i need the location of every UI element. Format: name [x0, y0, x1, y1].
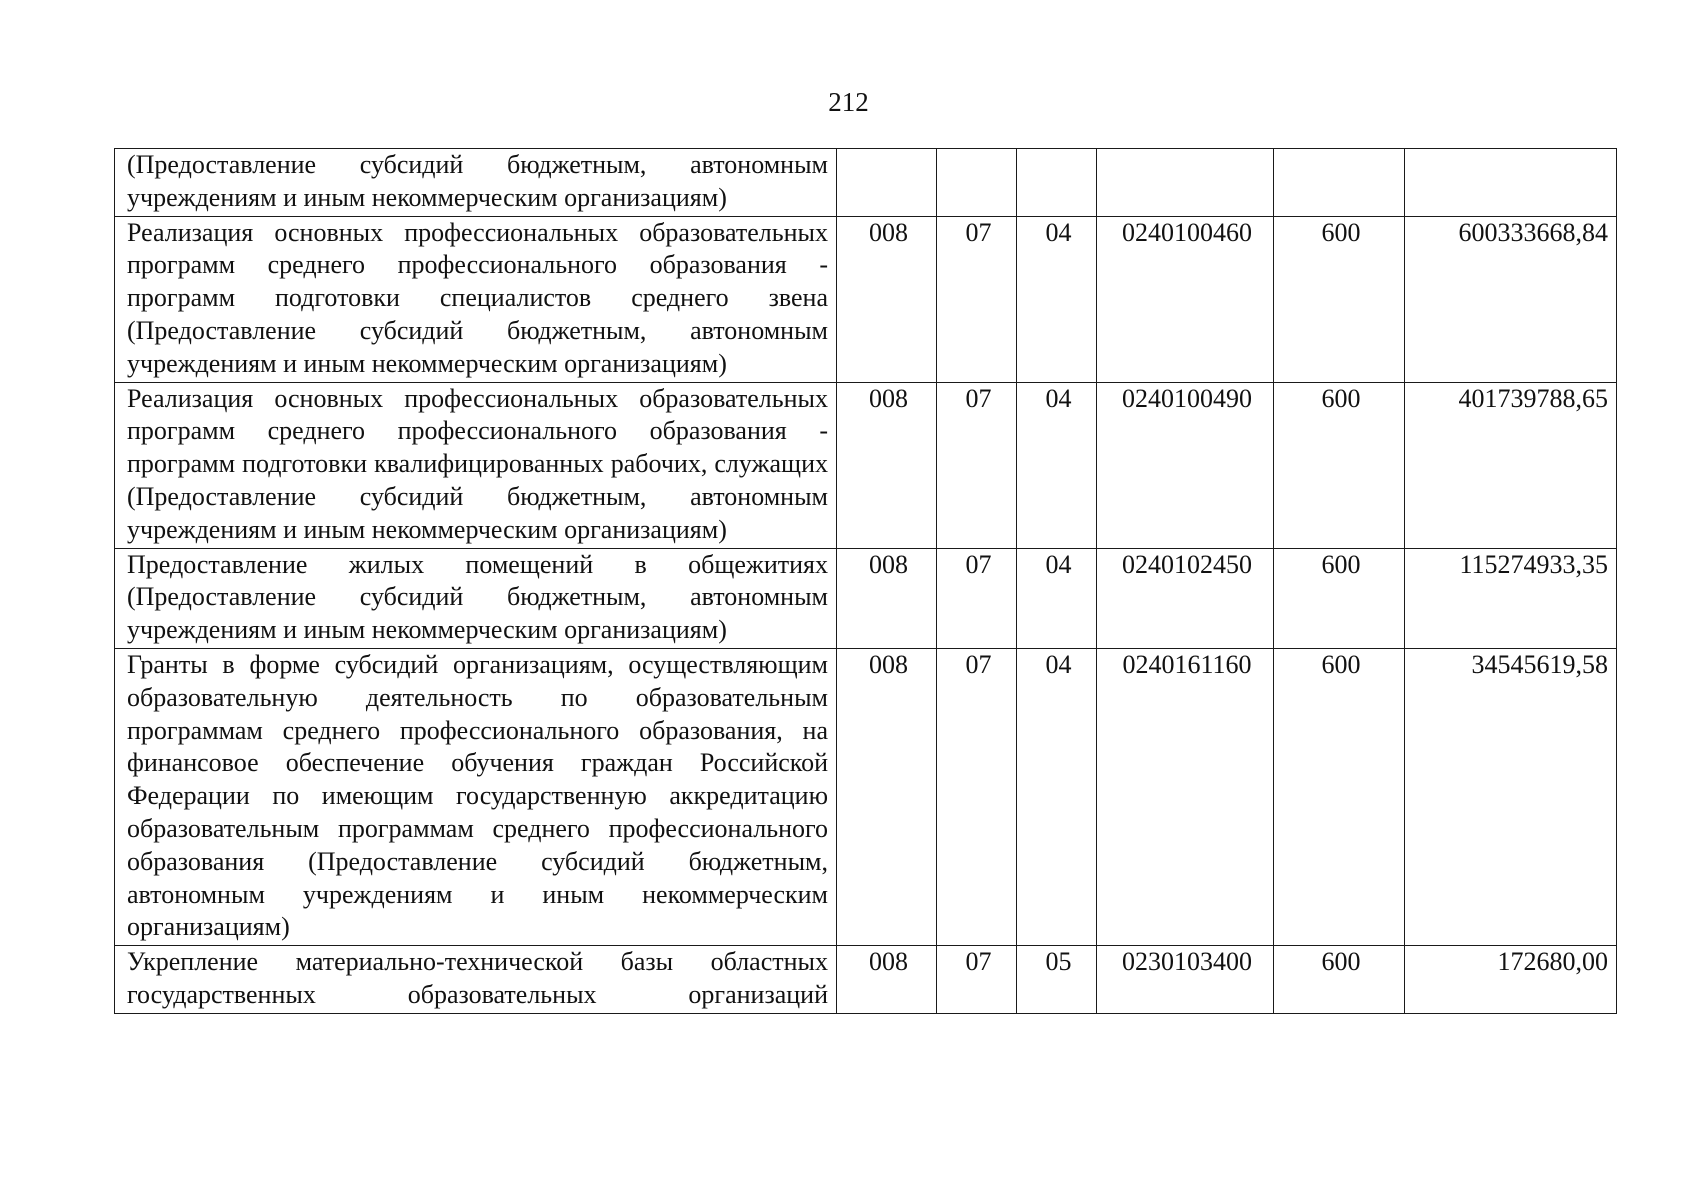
section-code: 07 [937, 946, 1017, 1014]
ministry-code: 008 [837, 946, 937, 1014]
table-row [115, 648, 1617, 945]
section-code: 07 [937, 216, 1017, 382]
subsection-code: 04 [1017, 648, 1097, 945]
expense-type-code: 600 [1274, 548, 1405, 648]
target-article-code: 0240102450 [1097, 548, 1274, 648]
target-article-code: 0240100460 [1097, 216, 1274, 382]
section-code: 07 [937, 548, 1017, 648]
row-description: Предоставление жилых помещений в общежитиях (Предоставление субсидий бюджетным, автономным учреждениям и иным некоммерческим организациям) [115, 548, 837, 648]
target-article-code: 0240100490 [1097, 382, 1274, 548]
subsection-code: 04 [1017, 548, 1097, 648]
table-row [115, 149, 1617, 217]
amount-value: 172680,00 [1405, 946, 1617, 1014]
ministry-code: 008 [837, 382, 937, 548]
subsection-code [1017, 149, 1097, 217]
amount-value [1405, 149, 1617, 217]
expense-type-code [1274, 149, 1405, 217]
table-row [115, 548, 1617, 648]
target-article-code [1097, 149, 1274, 217]
section-code: 07 [937, 382, 1017, 548]
ministry-code: 008 [837, 216, 937, 382]
expense-type-code: 600 [1274, 648, 1405, 945]
ministry-code: 008 [837, 548, 937, 648]
section-code: 07 [937, 648, 1017, 945]
ministry-code: 008 [837, 648, 937, 945]
amount-value: 115274933,35 [1405, 548, 1617, 648]
amount-value: 600333668,84 [1405, 216, 1617, 382]
expense-type-code: 600 [1274, 216, 1405, 382]
row-description: Укрепление материально-технической базы областных государственных образовательных организаций [115, 946, 837, 1014]
page-number: 212 [828, 87, 869, 117]
table-row [115, 216, 1617, 382]
target-article-code: 0230103400 [1097, 946, 1274, 1014]
amount-value: 401739788,65 [1405, 382, 1617, 548]
amount-value: 34545619,58 [1405, 648, 1617, 945]
section-code [937, 149, 1017, 217]
expense-type-code: 600 [1274, 382, 1405, 548]
target-article-code: 0240161160 [1097, 648, 1274, 945]
row-description: Реализация основных профессиональных образовательных программ среднего профессионального образования - программ подготовки квалифицированных рабочих, служащих (Предоставление субсидий бюджетным, автономным учреждениям и иным некоммерческим организациям) [115, 382, 837, 548]
row-description: Реализация основных профессиональных образовательных программ среднего профессионального образования - программ подготовки специалистов среднего звена (Предоставление субсидий бюджетным, автономным учреждениям и иным некоммерческим организациям) [115, 216, 837, 382]
table-row [115, 946, 1617, 1014]
subsection-code: 05 [1017, 946, 1097, 1014]
row-description: (Предоставление субсидий бюджетным, автономным учреждениям и иным некоммерческим организациям) [115, 149, 837, 217]
row-description: Гранты в форме субсидий организациям, осуществляющим образовательную деятельность по образовательным программам среднего профессионального образования, на финансовое обеспечение обучения граждан Российской Федерации по имеющим государственную аккредитацию образовательным программам среднего профессионального образования (Предоставление субсидий бюджетным, автономным учреждениям и иным некоммерческим организациям) [115, 648, 837, 945]
subsection-code: 04 [1017, 382, 1097, 548]
budget-table [114, 148, 1617, 1014]
subsection-code: 04 [1017, 216, 1097, 382]
table-row [115, 382, 1617, 548]
ministry-code [837, 149, 937, 217]
expense-type-code: 600 [1274, 946, 1405, 1014]
